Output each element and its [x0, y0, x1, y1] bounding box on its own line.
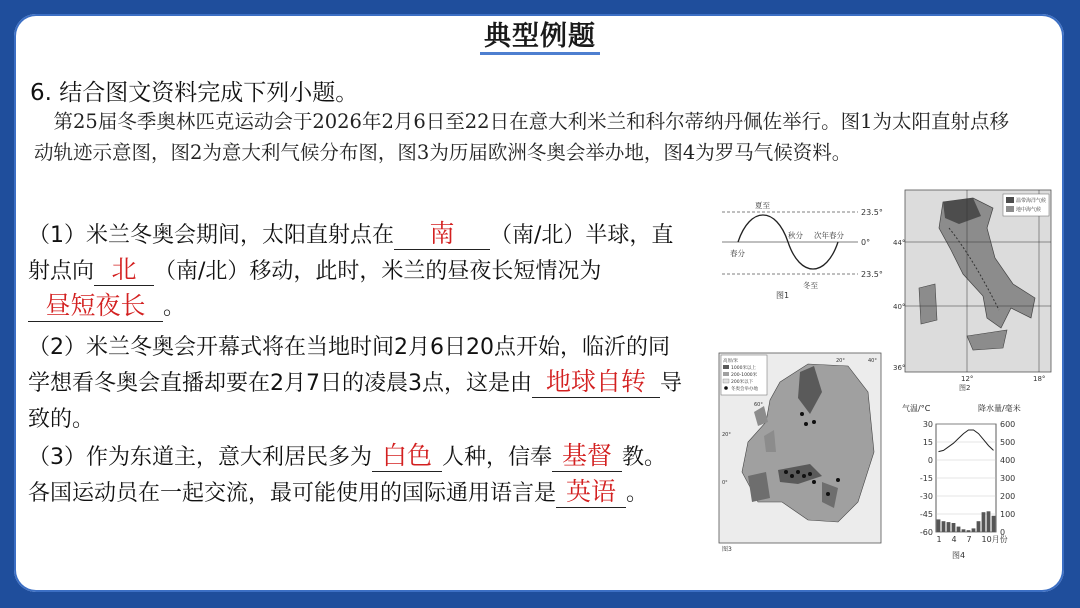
fig3-legend-2: 200-1000米 — [731, 373, 758, 378]
fig4-ylabel-right: 降水量/毫米 — [978, 404, 1021, 413]
fig4-temp-tick: -45 — [919, 510, 933, 519]
temperature-series-line — [939, 430, 994, 452]
precipitation-bar — [957, 527, 961, 532]
fig4-precip-tick: 600 — [1000, 420, 1016, 429]
fig4-temp-tick: 15 — [922, 438, 933, 447]
q1-answer-3: 昼短夜长 — [28, 291, 163, 322]
fig1-lat-north: 23.5° — [861, 208, 883, 217]
question-2 — [28, 330, 688, 438]
fig2-legend-1: 温带海洋气候 — [1016, 198, 1047, 204]
fig2-lat-44: 44° — [893, 239, 906, 247]
passage-body: 第25届冬季奥林匹克运动会于2026年2月6日至22日在意大利米兰和科尔蒂纳丹佩佐举行。图1为太阳直射点移动轨迹示意图，图2为意大利气候分布图，图3为历届欧洲冬奥会举办地，图4为罗马气候资料。 — [34, 110, 1009, 164]
fig4-temp-tick: 30 — [922, 420, 933, 429]
q3-text-3: 教。各国运动员在一起交流，最可能使用的国际通用语言是 — [28, 445, 667, 506]
q1-answer-2: 北 — [94, 255, 154, 286]
fig3-legend-title: 高原/米 — [723, 359, 739, 364]
fig3-lat-60: 60° — [754, 402, 763, 408]
q3-answer-1: 白色 — [372, 441, 442, 472]
fig4-precip-tick: 500 — [1000, 438, 1016, 447]
fig4-temp-tick: -30 — [919, 492, 933, 501]
fig3-lon-40: 40° — [868, 358, 877, 364]
fig2-caption: 图2 — [959, 384, 971, 392]
passage-text — [34, 106, 1019, 168]
precipitation-bar — [982, 512, 986, 532]
fig4-precip-tick: 300 — [1000, 474, 1016, 483]
fig2-lat-36: 36° — [893, 364, 906, 372]
fig4-temp-tick: -60 — [919, 528, 933, 537]
question-1 — [28, 218, 688, 326]
fig4-month-tick: 7 — [966, 535, 972, 544]
q3-answer-3: 英语 — [556, 477, 626, 508]
q1-text-3: （南/北）移动，此时，米兰的昼夜长短情况为 — [154, 259, 602, 284]
fig4-month-tick: 4 — [951, 535, 957, 544]
fig1-label-winter: 冬至 — [803, 281, 818, 290]
q2-text-2: 导致的。 — [28, 371, 683, 432]
fig1-label-spring: 春分 — [730, 249, 745, 258]
precipitation-bar — [947, 522, 951, 532]
precipitation-bar — [977, 521, 981, 532]
title-underline — [480, 52, 600, 55]
fig1-label-summer: 夏至 — [755, 201, 770, 210]
fig2-legend-2: 地中海气候 — [1016, 207, 1042, 213]
fig4-precip-tick: 400 — [1000, 456, 1016, 465]
fig3-lon-20e: 20° — [836, 358, 845, 364]
fig4-precip-tick: 200 — [1000, 492, 1016, 501]
q3-answer-2: 基督 — [552, 441, 622, 472]
fig4-month-tick: 1 — [936, 535, 942, 544]
precipitation-bar — [967, 530, 971, 532]
precipitation-bar — [952, 523, 956, 532]
fig3-lon-0: 0° — [722, 480, 728, 486]
page-title: 典型例题 — [484, 21, 596, 52]
figure-3 — [718, 352, 882, 554]
rome-climate-chart — [900, 402, 1050, 562]
fig3-legend-1: 1000米以上 — [731, 366, 756, 371]
precipitation-bar — [972, 528, 976, 532]
precipitation-bar — [962, 529, 966, 532]
fig1-label-spring2: 次年春分 — [814, 231, 844, 240]
fig2-lon-12: 12° — [961, 375, 974, 383]
fig3-lon-20w: 20° — [722, 432, 731, 438]
q2-answer-1: 地球自转 — [532, 367, 660, 398]
fig4-temp-tick: 0 — [927, 456, 933, 465]
question-heading: 6. 结合图文资料完成下列小题。 — [30, 80, 359, 106]
fig1-lat-equator: 0° — [861, 238, 871, 247]
precipitation-bar — [937, 519, 941, 532]
fig4-temp-tick: -15 — [919, 474, 933, 483]
fig1-caption: 图1 — [776, 291, 790, 300]
figure-4 — [900, 402, 1050, 562]
fig2-lon-18: 18° — [1033, 375, 1046, 383]
fig4-month-tick: 10月份 — [981, 535, 1008, 544]
fig4-caption: 图4 — [952, 551, 966, 560]
fig3-legend-4: 冬奥会举办地 — [731, 387, 758, 392]
fig4-ylabel-left: 气温/°C — [902, 404, 931, 413]
q3-text-1: （3）作为东道主，意大利居民多为 — [28, 445, 372, 470]
precipitation-bar — [992, 516, 996, 532]
q2-text-1: （2）米兰冬奥会开幕式将在当地时间2月6日20点开始，临沂的同学想看冬奥会直播却要在2月7日的凌晨3点，这是由 — [28, 335, 670, 396]
fig1-label-autumn: 秋分 — [788, 231, 803, 240]
fig3-legend-3: 200米以下 — [731, 380, 754, 385]
question-3 — [28, 440, 688, 512]
precipitation-bar — [987, 511, 991, 532]
fig3-caption: 图3 — [722, 546, 732, 553]
figure-1 — [718, 198, 888, 304]
q1-text-1: （1）米兰冬奥会期间，太阳直射点在 — [28, 223, 394, 248]
fig2-lat-40: 40° — [893, 303, 906, 311]
q1-text-4: 。 — [163, 295, 186, 320]
q1-text-2: （南/北）半球，直射点向 — [28, 223, 674, 284]
fig4-precip-tick: 100 — [1000, 510, 1016, 519]
q3-text-2: 人种，信奉 — [442, 445, 553, 470]
q3-text-4: 。 — [626, 481, 649, 506]
precipitation-bar — [942, 521, 946, 532]
fig1-lat-south: 23.5° — [861, 270, 883, 279]
q1-answer-1: 南 — [394, 219, 490, 250]
fig4-precip-tick: 0 — [1000, 528, 1006, 537]
figure-2 — [893, 188, 1053, 393]
